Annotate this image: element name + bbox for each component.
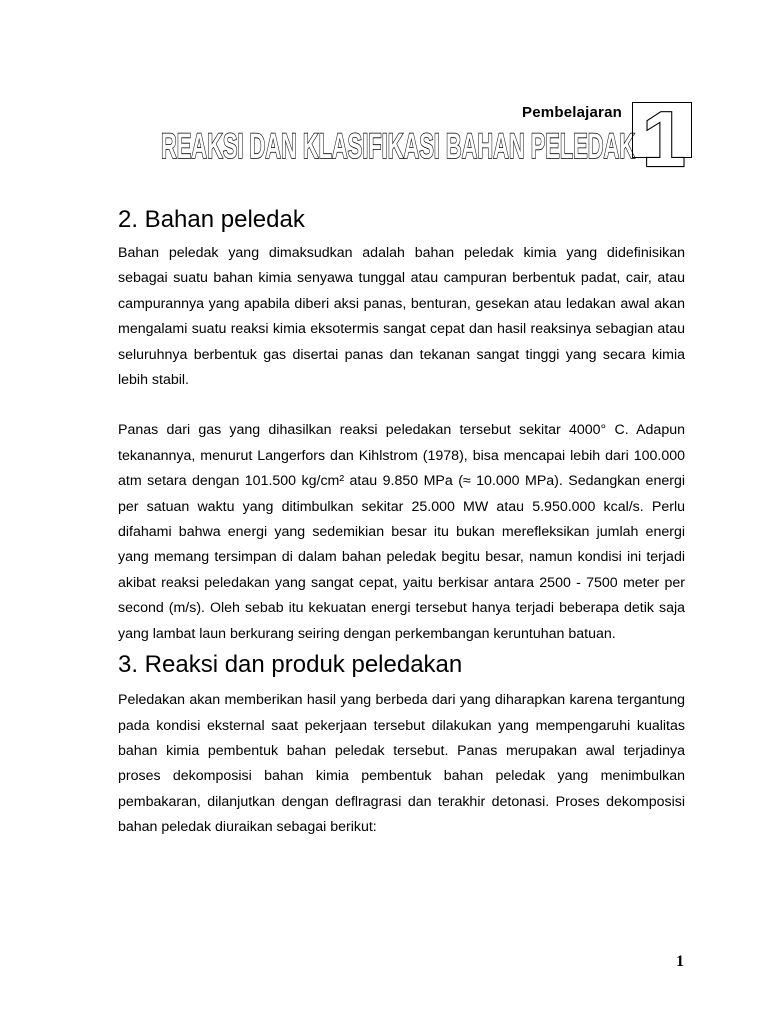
section-heading-bahan-peledak: 2. Bahan peledak (118, 206, 305, 233)
lesson-label: Pembelajaran (522, 104, 622, 121)
chapter-number-text: 1 (642, 102, 686, 174)
page-number: 1 (676, 953, 684, 970)
section-heading-reaksi-produk: 3. Reaksi dan produk peledakan (118, 651, 463, 679)
paragraph-definition: Bahan peledak yang dimaksudkan adalah bahan peledak kimia yang didefinisikan sebagai suatu bahan kimia senyawa tunggal atau campuran berbentuk padat, cair, atau campurannya yang apabila diberi aksi panas, benturan, gesekan atau ledakan awal akan mengalami suatu reaksi kimia eksotermis sangat cepat dan hasil reaksinya sebagian atau seluruhnya berbentuk gas disertai panas dan tekanan sangat tinggi yang secara kimia lebih stabil. (118, 245, 685, 389)
paragraph-heat-pressure: Panas dari gas yang dihasilkan reaksi peledakan tersebut sekitar 4000° C. Adapun tekanannya, menurut Langerfors dan Kihlstrom (1978), bisa mencapai lebih dari 100.000 atm setara dengan 101.500 kg/cm² atau 9.850 MPa (≈ 10.000 MPa). Sedangkan energi per satuan waktu yang ditimbulkan sekitar 25.000 MW atau 5.950.000 kcal/s. Perlu difahami bahwa energi yang sedemikian besar itu bukan merefleksikan jumlah energi yang memang tersimpan di dalam bahan peledak begitu besar, namun kondisi ini terjadi akibat reaksi peledakan yang sangat cepat, yaitu berkisar antara 2500 - 7500 meter per second (m/s). Oleh sebab itu kekuatan energi tersebut hanya terjadi beberapa detik saja yang lambat laun berkurang seiring dengan perkembangan keruntuhan batuan. (118, 422, 685, 642)
chapter-title-text: REAKSI DAN KLASIFIKASI BAHAN PELEDAK (161, 127, 635, 164)
document-body (118, 204, 685, 841)
paragraph-reaction: Peledakan akan memberikan hasil yang berbeda dari yang diharapkan karena tergantung pada kondisi eksternal saat pekerjaan tersebut dilakukan yang mempengaruhi kualitas bahan kimia pembentuk bahan peledak tersebut. Panas merupakan awal terjadinya proses dekomposisi bahan kimia pembentuk bahan peledak yang menimbulkan pembakaran, dilanjutkan dengan deflragrasi dan terakhir detonasi. Proses dekomposisi bahan peledak diuraikan sebagai berikut: (118, 692, 685, 836)
chapter-number (640, 102, 688, 174)
chapter-title (160, 124, 638, 164)
